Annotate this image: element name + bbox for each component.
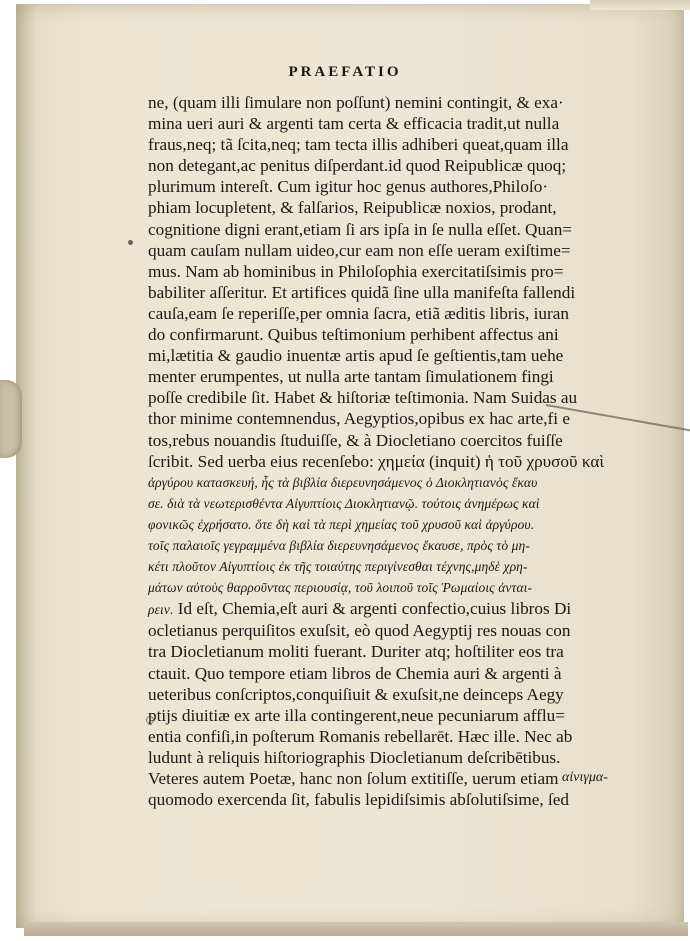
page-edge — [24, 922, 688, 936]
text-line: ſcribit. Sed uerba eius recenſebo: χημεία (inquit) ἡ τοῦ χρυσοῦ καὶ — [148, 451, 604, 471]
page-edge — [590, 0, 690, 10]
text-line: quomodo exercenda ſit, fabulis lepidiſsimis abſolutiſsime, ſed — [148, 790, 570, 810]
text-line: non detegant,ac penitus diſperdant.id quod Reipublicæ quoq; — [148, 156, 567, 176]
text-line: Veteres autem Poetæ, hanc non ſolum extitiſſe, uerum etiam — [148, 769, 559, 788]
text-line: phiam locupletent, & falſarios, Reipublicæ noxios, prodant, — [148, 198, 557, 218]
text-line: babiliter aſſeritur. Et artifices quidã ſine ulla manifeſta fallendi — [148, 282, 576, 302]
text-line: cognitione digni erant,etiam ſi ars ipſa in ſe nulla eſſet. Quan= — [148, 219, 572, 239]
text-line: ne, (quam illi ſimulare non poſſunt) nemini contingit, & exa· — [148, 93, 564, 112]
greek-line: σε. διὰ τὰ νεωτερισθέντα Αἰγυπτίοις Διοκλητιανῷ. τούτοις ἀνημέρως καὶ — [148, 495, 540, 511]
greek-line: μάτων αὐτοὺς θαρροῦντας περιουσίᾳ, τοῦ λοιποῦ τοῖς Ῥωμαίοις ἀνται- — [148, 580, 533, 596]
text-line: tra Diocletianum moliti fuerant. Duriter atq; hoſtiliter eos tra — [148, 642, 564, 662]
text-line: entia confiſi,in poſterum Romanis rebellarēt. Hæc ille. Nec ab — [148, 726, 573, 746]
text-line: do confirmarunt. Quibus teſtimonium perhibent affectus ani — [148, 325, 559, 345]
text-line: fraus,neq; tã ſcita,neq; tam tecta illis adhiberi queat,quam illa — [148, 135, 569, 155]
text-line: ludunt à reliquis hiſtoriographis Diocletianum deſcribētibus. — [148, 747, 561, 767]
page-body — [148, 92, 648, 810]
latin-fragment: Id eſt, Chemia,eſt auri & argenti confectio,cuius libros Di — [173, 599, 572, 619]
text-line: poſſe credibile ſit. Habet & hiſtoriæ teſtimonia. Nam Suidas au — [148, 388, 578, 408]
text-line: ptijs diuitiæ ex arte illa contingerent,neue pecuniarum afflu= — [148, 705, 565, 725]
greek-line: ἀργύρου κατασκευή, ἧς τὰ βιβλία διερευνησάμενος ὁ Διοκλητιανὸς ἔκαυ — [148, 474, 538, 490]
text-line: mina ueri auri & argenti tam certa & efficacia tradit,ut nulla — [148, 114, 560, 134]
greek-line: κέτι πλοῦτον Αἰγυπτίοις ἐκ τῆς τοιαύτης περιγίνεσθαι τέχνης,μηδὲ χρη- — [148, 559, 528, 575]
text-line: ctauit. Quo tempore etiam libros de Chemia auri & argenti à — [148, 663, 562, 683]
greek-line: τοῖς παλαιοῖς γεγραμμένα βιβλία διερευνησάμενος ἔκαυσε, πρὸς τὸ μη- — [148, 537, 530, 553]
text-line: mus. Nam ab hominibus in Philoſophia exercitatiſsimis pro= — [148, 261, 564, 281]
text-line: plurimum intereſt. Cum igitur hoc genus authores,Philoſo· — [148, 177, 549, 197]
ink-spot — [128, 240, 133, 245]
text-line: quam cauſam nullam uideo,cur eam non eſſe ueram exiſtime= — [148, 240, 571, 260]
binding-tab — [0, 380, 22, 458]
greek-line: φονικῶς ἐχρήσατο. ὅτε δὴ καὶ τὰ περὶ χημείας τοῦ χρυσοῦ καὶ ἀργύρου. — [148, 516, 535, 532]
text-line — [148, 598, 648, 620]
text-line: menter erumpentes, ut nulla arte tantam ſimulationem fingi — [148, 367, 554, 387]
text-line: ocletianus perquiſitos exuſsit, eò quod Aegyptij res nouas con — [148, 621, 571, 641]
text-line: ueteribus conſcriptos,conquiſiuit & exuſsit,ne deinceps Aegy — [148, 684, 564, 704]
text-line: mi,lætitia & gaudio inuentæ artis apud ſe geſtientis,tam uehe — [148, 346, 564, 366]
text-line: cauſa,eam ſe reperiſſe,per omnia ſacra, etiã æditis libris, iuran — [148, 303, 569, 323]
text-line: thor minime contemnendus, Aegyptios,opibus ex hac arte,fi e — [148, 409, 570, 429]
page-header: PRAEFATIO — [288, 64, 402, 80]
greek-fragment: ρειν. — [148, 602, 174, 618]
text-line: tos,rebus nouandis ſtuduiſſe, & à Diocletiano coercitos fuiſſe — [148, 430, 563, 450]
catchword: αἰνιγμα- — [562, 770, 608, 785]
